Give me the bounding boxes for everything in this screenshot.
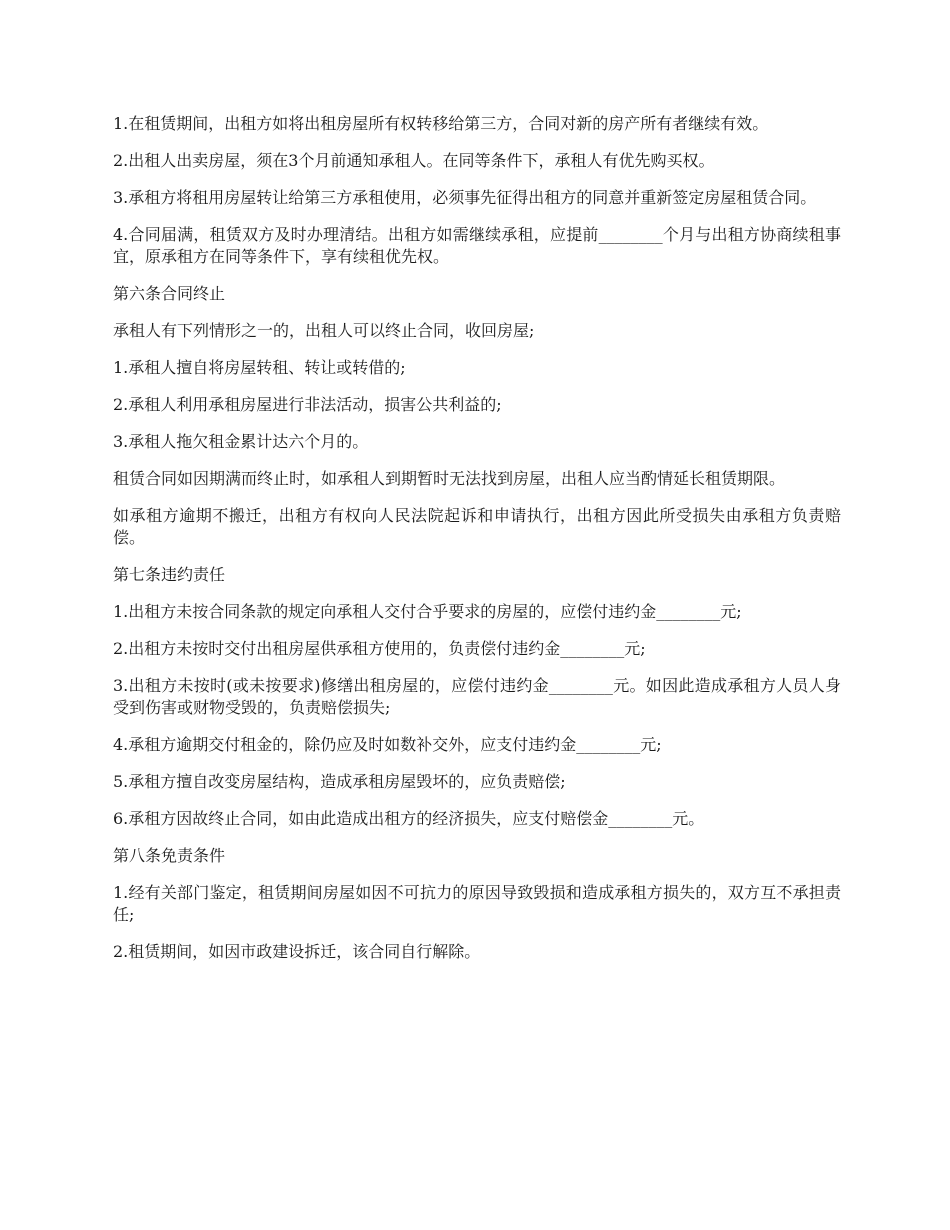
clause-paragraph: 2.租赁期间，如因市政建设拆迁，该合同自行解除。 — [113, 942, 481, 961]
clause-paragraph: 1.出租方未按合同条款的规定向承租人交付合乎要求的房屋的，应偿付违约金________元; — [113, 602, 742, 621]
section-heading: 第六条合同终止 — [113, 284, 226, 303]
clause-paragraph: 1.承租人擅自将房屋转租、转让或转借的; — [113, 358, 406, 377]
clause-paragraph: 1.在租赁期间，出租方如将出租房屋所有权转移给第三方，合同对新的房产所有者继续有效。 — [113, 114, 769, 133]
clause-paragraph: 2.出租人出卖房屋，须在3个月前通知承租人。在同等条件下，承租人有优先购买权。 — [113, 151, 715, 170]
clause-paragraph: 6.承租方因故终止合同，如由此造成出租方的经济损失，应支付赔偿金________元。 — [113, 809, 705, 828]
clause-paragraph: 租赁合同如因期满而终止时，如承租人到期暂时无法找到房屋，出租人应当酌情延长租赁期限。 — [113, 469, 786, 488]
clause-paragraph: 承租人有下列情形之一的，出租人可以终止合同，收回房屋; — [113, 321, 535, 340]
document-body — [113, 113, 841, 978]
clause-paragraph: 4.合同届满，租赁双方及时办理清结。出租方如需继续承租，应提前________个月与出租方协商续租事宜，原承租方在同等条件下，享有续租优先权。 — [113, 225, 841, 266]
clause-paragraph: 2.出租方未按时交付出租房屋供承租方使用的，负责偿付违约金________元; — [113, 639, 646, 658]
clause-paragraph: 1.经有关部门鉴定，租赁期间房屋如因不可抗力的原因导致毁损和造成承租方损失的，双方互不承担责任; — [113, 883, 841, 924]
clause-paragraph: 如承租方逾期不搬迁，出租方有权向人民法院起诉和申请执行，出租方因此所受损失由承租方负责赔偿。 — [113, 506, 841, 547]
section-heading: 第七条违约责任 — [113, 565, 226, 584]
clause-paragraph: 2.承租人利用承租房屋进行非法活动，损害公共利益的; — [113, 395, 502, 414]
clause-paragraph: 5.承租方擅自改变房屋结构，造成承租房屋毁坏的，应负责赔偿; — [113, 772, 566, 791]
clause-paragraph: 4.承租方逾期交付租金的，除仍应及时如数补交外，应支付违约金________元; — [113, 735, 662, 754]
section-heading: 第八条免责条件 — [113, 846, 226, 865]
clause-paragraph: 3.承租人拖欠租金累计达六个月的。 — [113, 432, 369, 451]
clause-paragraph: 3.出租方未按时(或未按要求)修缮出租房屋的，应偿付违约金________元。如因此造成承租方人员人身受到伤害或财物受毁的，负责赔偿损失; — [113, 676, 841, 717]
clause-paragraph: 3.承租方将租用房屋转让给第三方承租使用，必须事先征得出租方的同意并重新签定房屋租赁合同。 — [113, 188, 817, 207]
